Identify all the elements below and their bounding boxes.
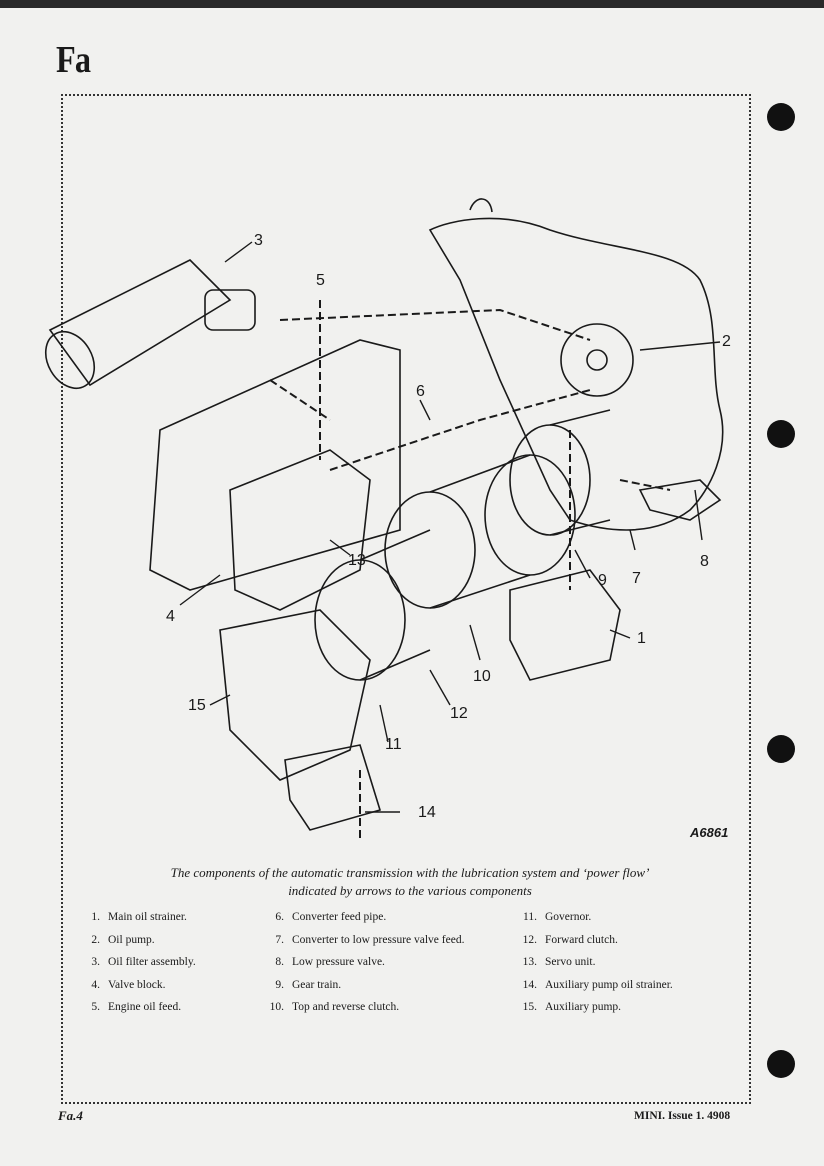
legend-label: Governor. <box>545 911 592 924</box>
legend-label: Auxiliary pump. <box>545 1001 622 1014</box>
legend-label: Low pressure valve. <box>292 956 385 969</box>
legend-label: Top and reverse clutch. <box>292 1001 400 1014</box>
callout-7: 7 <box>632 570 641 587</box>
callout-1: 1 <box>637 630 646 647</box>
housing-lug <box>470 199 492 212</box>
legend-num: 12. <box>522 933 537 946</box>
callout-11: 11 <box>385 736 402 753</box>
legend-item <box>262 929 464 952</box>
legend-num: 13. <box>522 956 537 969</box>
legend-item <box>515 906 673 929</box>
top-reverse-clutch <box>385 455 575 608</box>
legend-item <box>78 951 196 974</box>
oil-filter-assembly <box>36 260 255 397</box>
legend-item <box>262 996 464 1019</box>
legend-num: 15. <box>522 1001 537 1014</box>
legend-item <box>262 906 464 929</box>
legend-label: Oil pump. <box>108 933 155 946</box>
valve-block <box>230 450 370 610</box>
legend-item <box>262 951 464 974</box>
legend-num: 7. <box>275 933 284 946</box>
callout-8: 8 <box>700 553 709 570</box>
legend-item <box>515 996 673 1019</box>
page-number: Fa.4 <box>58 1108 83 1123</box>
legend-num: 8. <box>275 956 284 969</box>
legend-label: Oil filter assembly. <box>108 956 196 969</box>
callout-2: 2 <box>722 333 731 350</box>
binder-hole <box>767 103 795 131</box>
binder-hole <box>767 1050 795 1078</box>
oil-pump-disc <box>561 324 633 396</box>
legend-item <box>515 951 673 974</box>
section-tag: Fa <box>56 39 91 81</box>
legend-label: Converter to low pressure valve feed. <box>292 933 465 946</box>
legend-num: 10. <box>269 1001 284 1014</box>
caption-line-1: The components of the automatic transmission with the lubrication system and ‘power flow’ <box>170 865 650 880</box>
caption-line-2: indicated by arrows to the various components <box>288 883 532 898</box>
legend-label: Servo unit. <box>545 956 596 969</box>
scan-top-edge <box>0 0 824 8</box>
callout-10: 10 <box>473 668 491 685</box>
callout-15: 15 <box>188 697 206 714</box>
legend-num: 3. <box>91 956 100 969</box>
legend-num: 9. <box>275 978 284 991</box>
legend-num: 2. <box>91 933 100 946</box>
legend-item <box>515 974 673 997</box>
legend-num: 14. <box>522 978 537 991</box>
legend-item <box>515 929 673 952</box>
figure-id: A6861 <box>690 825 729 840</box>
legend-item <box>78 996 196 1019</box>
legend-item <box>78 974 196 997</box>
callout-5: 5 <box>316 272 325 289</box>
publication-info: MINI. Issue 1. 4908 <box>634 1110 731 1122</box>
auxiliary-pump <box>220 610 370 780</box>
legend-item <box>262 974 464 997</box>
gear-train <box>510 410 610 535</box>
callout-13: 13 <box>348 552 366 569</box>
callout-6: 6 <box>416 383 425 400</box>
legend-item <box>78 929 196 952</box>
legend-num: 4. <box>91 978 100 991</box>
legend-label: Main oil strainer. <box>108 911 187 924</box>
legend-label: Gear train. <box>292 978 342 991</box>
leader-lines <box>180 242 720 812</box>
legend-item <box>78 906 196 929</box>
callout-12: 12 <box>450 705 468 722</box>
legend-num: 5. <box>91 1001 100 1014</box>
legend-label: Valve block. <box>108 978 166 991</box>
forward-clutch <box>315 530 430 680</box>
binder-hole <box>767 735 795 763</box>
legend-column-1 <box>78 906 196 1019</box>
legend-label: Forward clutch. <box>545 933 618 946</box>
figure-caption <box>120 864 700 900</box>
legend-column-3 <box>515 906 673 1019</box>
callout-14: 14 <box>418 804 436 821</box>
legend-num: 11. <box>523 911 537 924</box>
binder-hole <box>767 420 795 448</box>
legend-num: 6. <box>275 911 284 924</box>
legend-label: Auxiliary pump oil strainer. <box>545 978 673 991</box>
legend-num: 1. <box>91 911 100 924</box>
legend-label: Converter feed pipe. <box>292 911 387 924</box>
callout-4: 4 <box>166 608 175 625</box>
callout-9: 9 <box>598 572 607 589</box>
legend-label: Engine oil feed. <box>108 1001 182 1014</box>
callout-3: 3 <box>254 232 263 249</box>
legend-column-2 <box>262 906 464 1019</box>
